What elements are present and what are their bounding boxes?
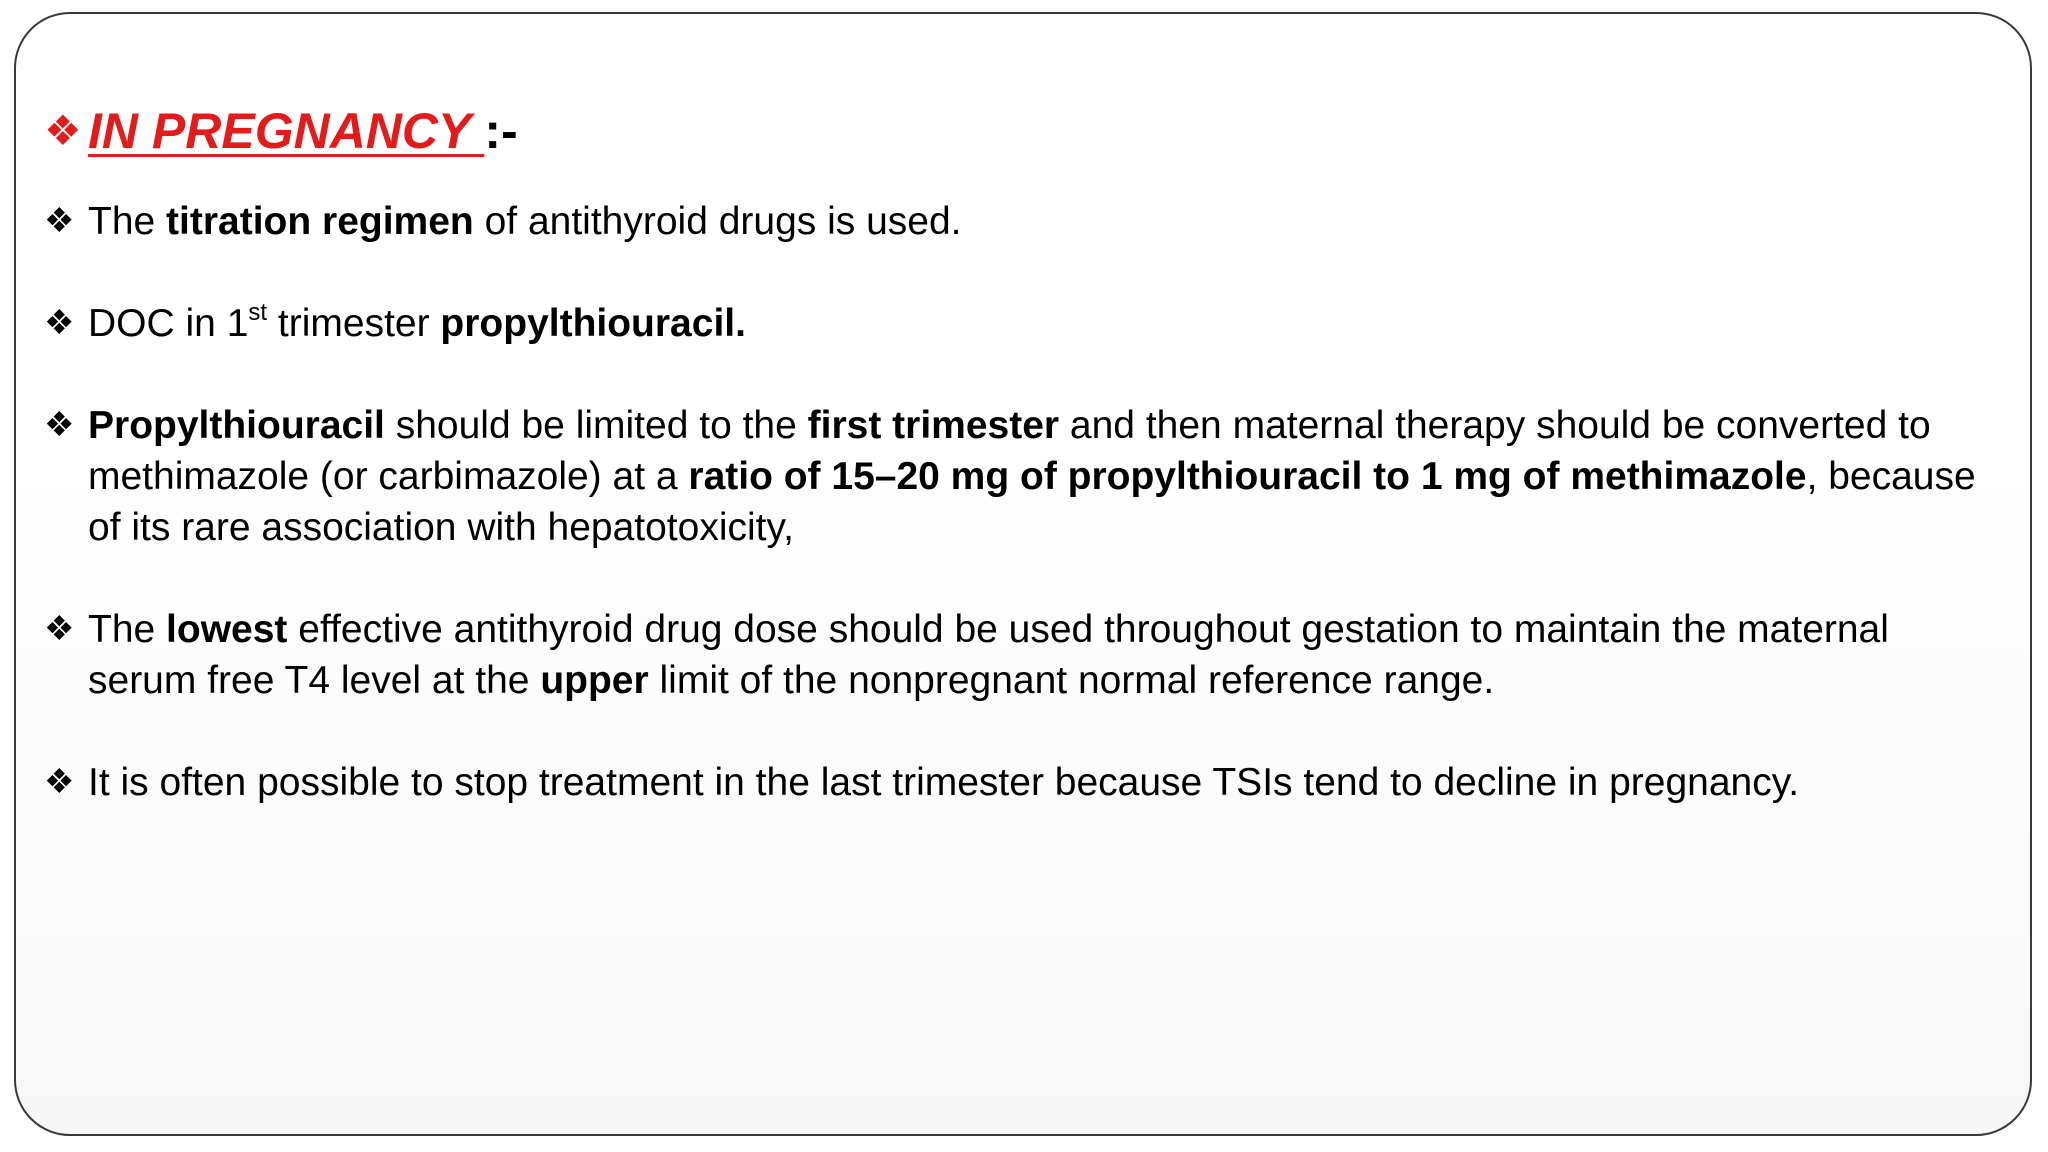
bullet-item-titration [44,196,1984,247]
bullet-text: of antithyroid drugs is used. [473,200,962,243]
bullet-text: trimester [267,302,441,345]
diamond-bullet-icon: ❖ [44,304,75,342]
bullet-text: , because of its rare association with hepatotoxicity, [88,455,1976,549]
diamond-bullet-icon: ❖ [44,610,75,648]
bullet-emphasis: lowest [166,608,288,651]
diamond-bullet-icon: ❖ [44,763,75,801]
bullet-emphasis: titration regimen [166,200,474,243]
bullet-item-stop-treatment [44,757,1984,808]
bullet-item-doc [44,298,1984,349]
slide-content [44,96,1984,859]
bullet-text: The [88,608,167,651]
bullet-text: DOC in 1 [88,302,249,345]
diamond-bullet-icon: ❖ [44,406,75,444]
bullet-text: should be limited to the [384,404,808,447]
bullet-text: The [88,200,167,243]
bullet-text: effective antithyroid drug dose should be used throughout gestation to maintain the maternal serum free T4 level at the [88,608,1889,702]
bullet-emphasis: propylthiouracil. [440,302,746,345]
bullet-emphasis: first trimester [807,404,1060,447]
slide-heading [44,96,1984,166]
bullet-item-lowest-dose [44,604,1984,706]
diamond-bullet-icon: ❖ [44,107,82,154]
bullet-emphasis: Propylthiouracil [88,404,385,447]
bullet-emphasis: upper [540,659,649,702]
bullet-text: limit of the nonpregnant normal reference range. [648,659,1495,702]
ordinal-superscript: st [248,299,268,326]
heading-title: IN PREGNANCY [88,103,485,159]
bullet-item-ptu-limit [44,400,1984,553]
bullet-text: It is often possible to stop treatment in the last trimester because TSIs tend to decline in pregnancy. [88,761,1800,804]
diamond-bullet-icon: ❖ [44,202,75,240]
heading-suffix: :- [484,103,518,159]
bullet-emphasis: ratio of 15–20 mg of propylthiouracil to 1 mg of methimazole [688,455,1807,498]
bullet-text: and then maternal therapy should be converted to methimazole (or carbimazole) at a [88,404,1931,498]
